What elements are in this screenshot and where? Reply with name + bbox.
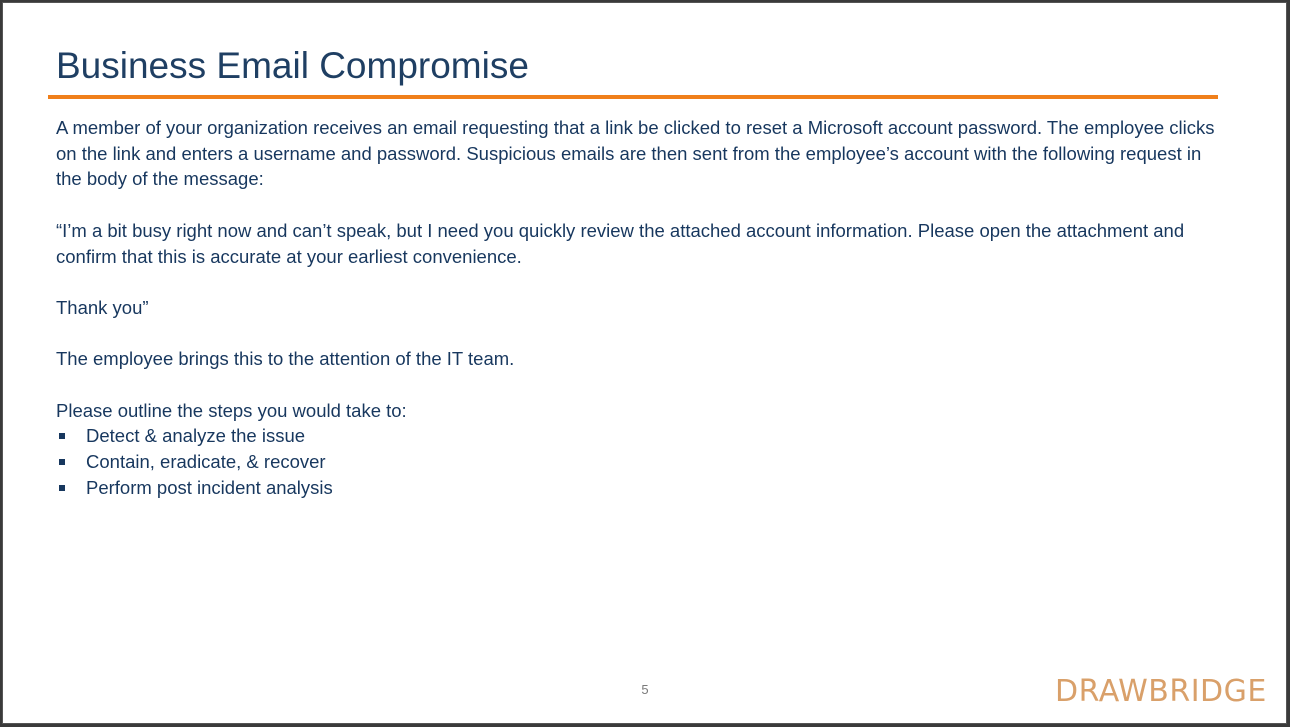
slide-title: Business Email Compromise (56, 45, 529, 86)
instructions-lead: Please outline the steps you would take to: (56, 399, 407, 421)
escalation-paragraph: The employee brings this to the attention of the IT team. (56, 348, 515, 370)
list-item-text: Detect & analyze the issue (86, 425, 306, 447)
square-bullet-icon (59, 433, 65, 439)
square-bullet-icon (59, 485, 65, 491)
list-item-text: Contain, eradicate, & recover (86, 451, 326, 473)
quoted-request-paragraph: “I’m a bit busy right now and can’t speak, but I need you quickly review the attached account information. Please open the attachment and confirm that this is accurate at your earliest convenience. (56, 219, 1185, 267)
title-divider (48, 95, 1218, 99)
list-item (56, 423, 1216, 449)
drawbridge-logo: DRAWBRIDGE (1055, 674, 1267, 709)
square-bullet-icon (59, 459, 65, 465)
slide (2, 2, 1287, 724)
page-number: 5 (641, 682, 649, 697)
slide-body (56, 115, 1216, 500)
list-item (56, 475, 1216, 501)
quoted-signoff: Thank you” (56, 296, 149, 318)
list-item-text: Perform post incident analysis (86, 476, 333, 498)
steps-list (56, 423, 1216, 500)
list-item (56, 449, 1216, 475)
scenario-paragraph: A member of your organization receives an email requesting that a link be clicked to reset a Microsoft account password. The employee clicks on the link and enters a username and password. Suspicious emails are then sent from the employee’s account with the following request in the body of the message: (56, 117, 1215, 190)
